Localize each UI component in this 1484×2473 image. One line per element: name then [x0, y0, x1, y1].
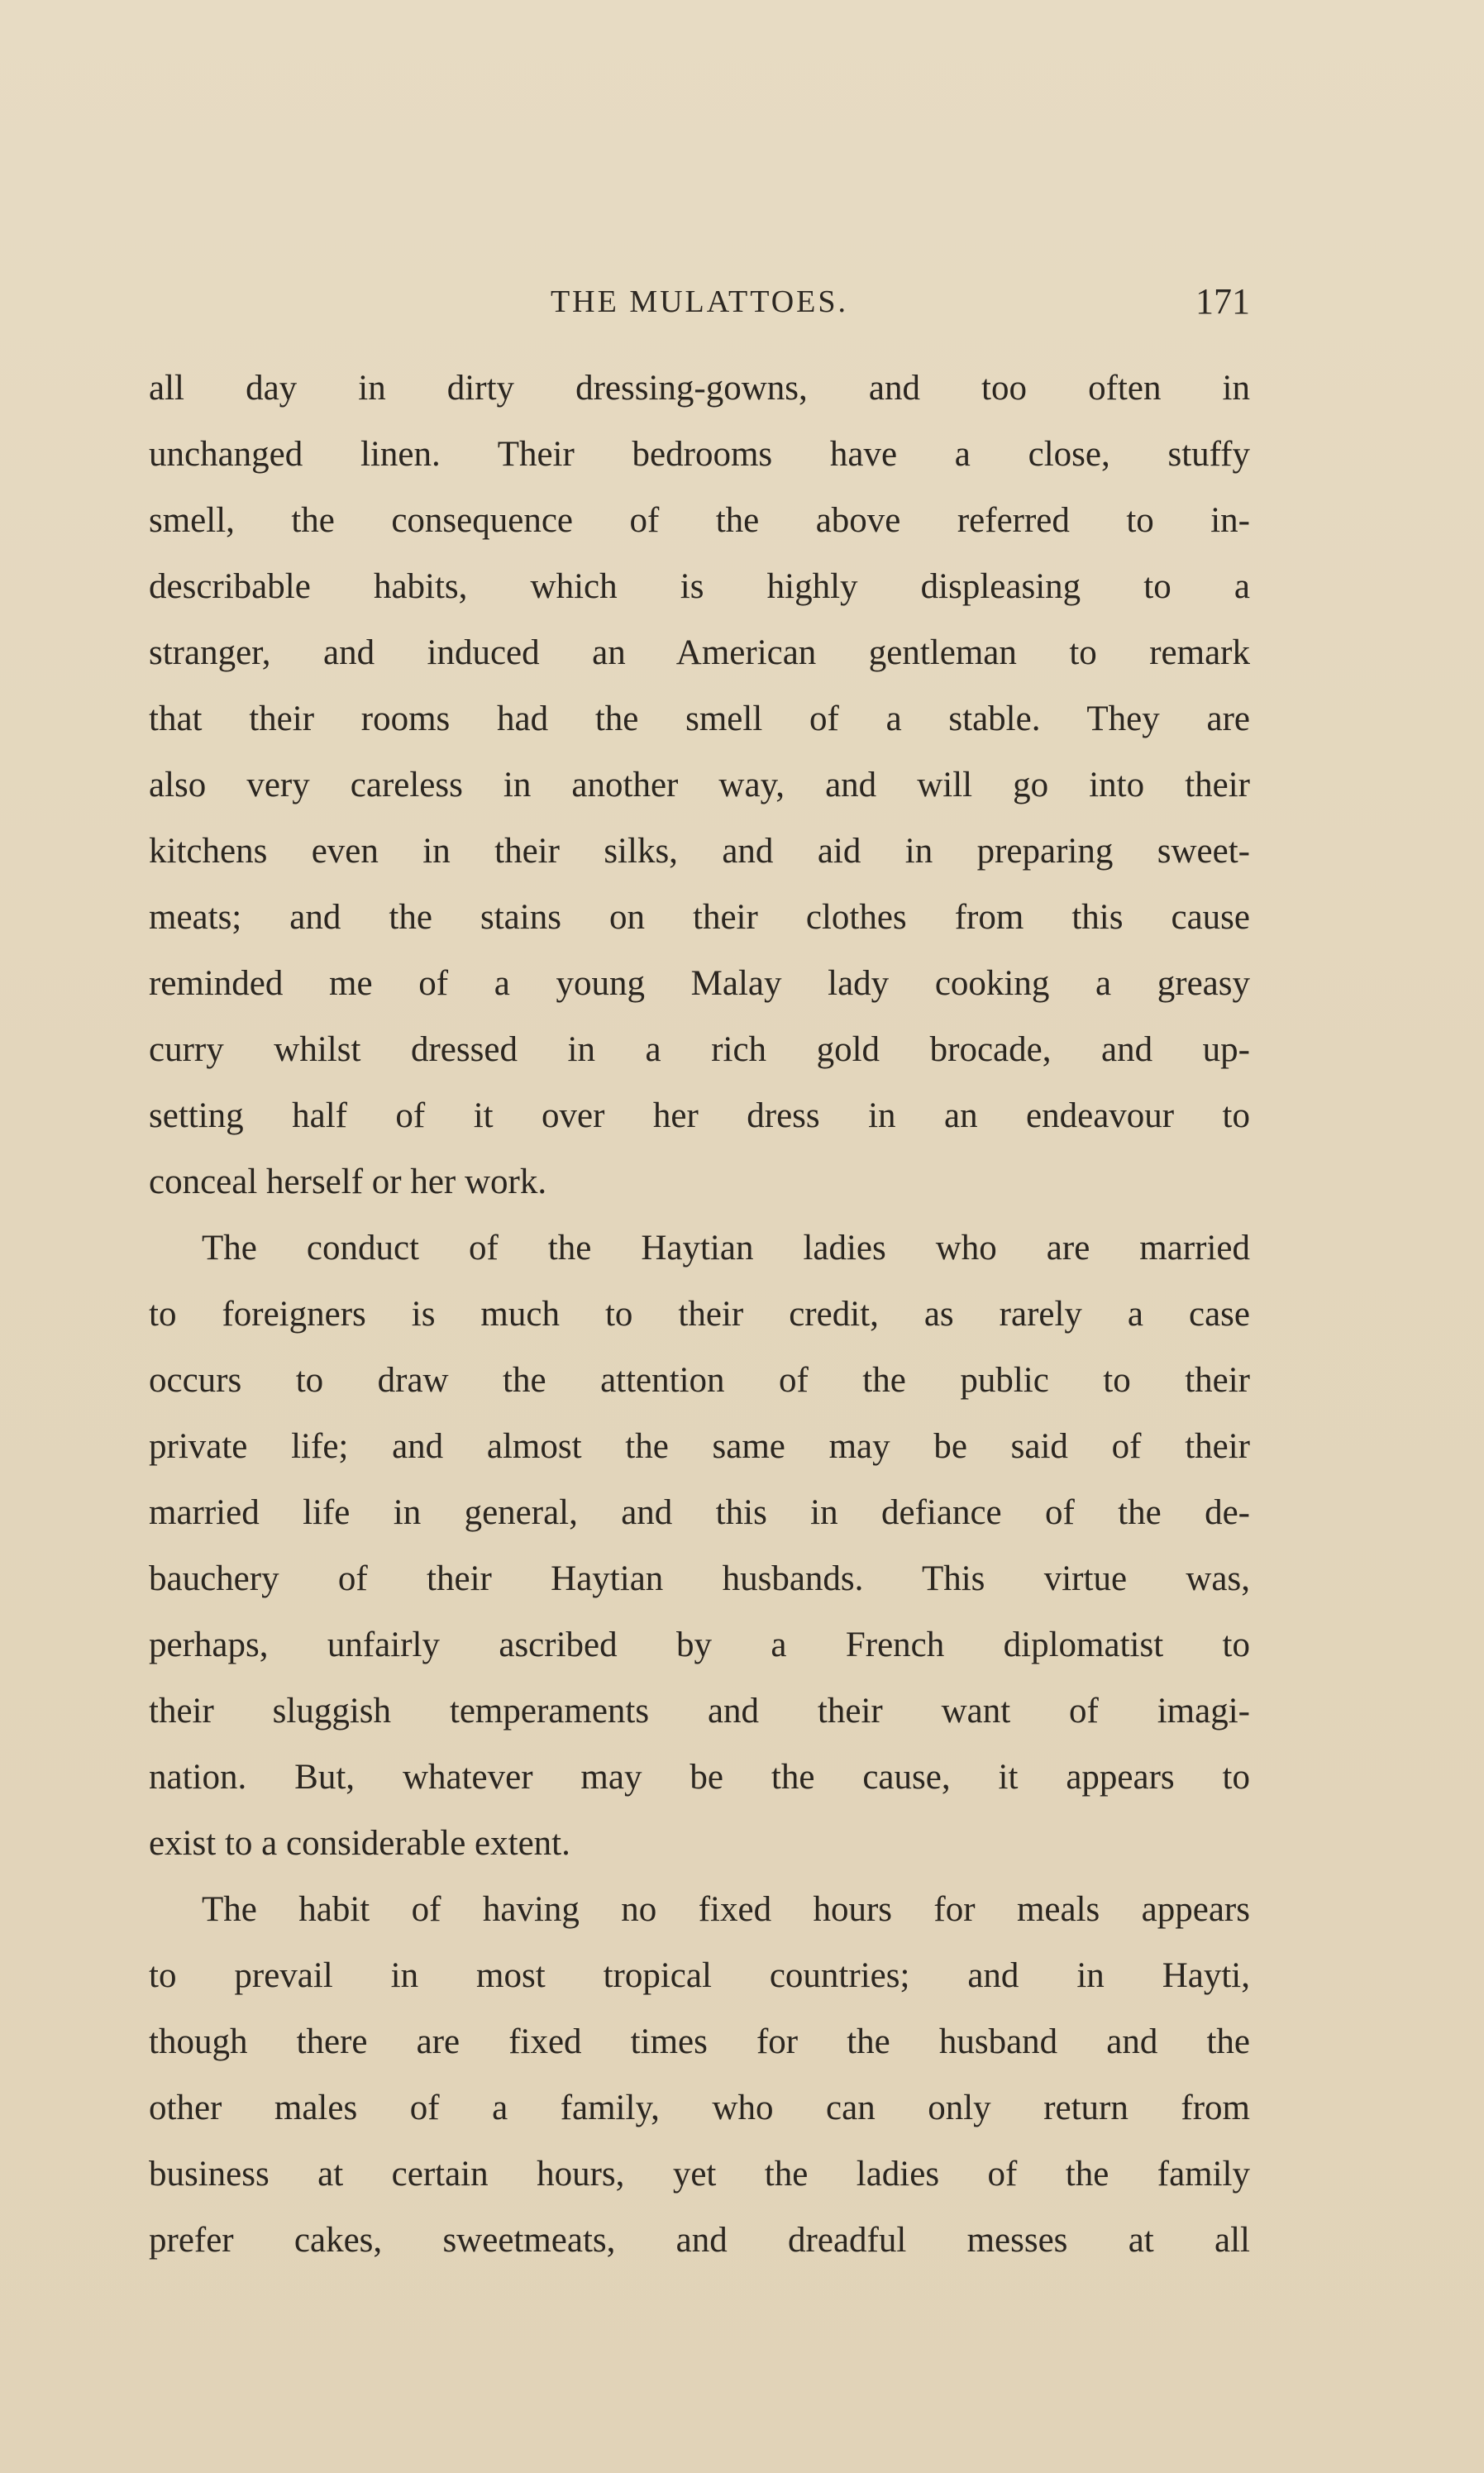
running-head [149, 277, 1250, 327]
text-line: smell, the consequence of the above referred to in- [149, 501, 1250, 540]
text-line: bauchery of their Haytian husbands. This virtue was, [149, 1559, 1250, 1598]
text-line: curry whilst dressed in a rich gold brocade, and up- [149, 1030, 1250, 1069]
text-line: that their rooms had the smell of a stable. They are [149, 699, 1250, 738]
text-line: private life; and almost the same may be said of their [149, 1427, 1250, 1466]
text-line: exist to a considerable extent. [149, 1824, 570, 1863]
text-line: other males of a family, who can only return from [149, 2089, 1250, 2127]
text-line: to prevail in most tropical countries; and in Hayti, [149, 1956, 1250, 1995]
text-line: describable habits, which is highly displeasing to a [149, 567, 1250, 606]
paragraph-1 [149, 356, 1250, 1215]
running-title: THE MULATTOES. [550, 284, 849, 319]
text-line: business at certain hours, yet the ladies of the family [149, 2155, 1250, 2194]
paragraph-2 [149, 1215, 1250, 1877]
paragraph-3 [149, 1877, 1250, 2274]
text-line: perhaps, unfairly ascribed by a French diplomatist to [149, 1626, 1250, 1664]
text-line: The conduct of the Haytian ladies who are married [202, 1229, 1250, 1268]
text-line: setting half of it over her dress in an endeavour to [149, 1096, 1250, 1135]
body-text [149, 356, 1250, 2274]
page-number: 171 [1195, 281, 1250, 322]
text-line: occurs to draw the attention of the public to their [149, 1361, 1250, 1400]
text-line: nation. But, whatever may be the cause, it appears to [149, 1758, 1250, 1797]
text-line: also very careless in another way, and will go into their [149, 766, 1250, 804]
text-line: married life in general, and this in defiance of the de- [149, 1493, 1250, 1532]
text-line: to foreigners is much to their credit, as rarely a case [149, 1295, 1250, 1334]
text-line: their sluggish temperaments and their want of imagi- [149, 1692, 1250, 1731]
text-line: stranger, and induced an American gentleman to remark [149, 633, 1250, 672]
text-line: kitchens even in their silks, and aid in preparing sweet- [149, 832, 1250, 871]
text-line: conceal herself or her work. [149, 1163, 547, 1201]
text-line: unchanged linen. Their bedrooms have a close, stuffy [149, 435, 1250, 474]
text-line: though there are fixed times for the husband and the [149, 2022, 1250, 2061]
text-line: prefer cakes, sweetmeats, and dreadful messes at all [149, 2221, 1250, 2260]
text-line: The habit of having no fixed hours for meals appears [202, 1890, 1250, 1929]
text-line: all day in dirty dressing-gowns, and too often in [149, 369, 1250, 408]
text-line: meats; and the stains on their clothes from this cause [149, 898, 1250, 937]
text-line: reminded me of a young Malay lady cooking a greasy [149, 964, 1250, 1003]
